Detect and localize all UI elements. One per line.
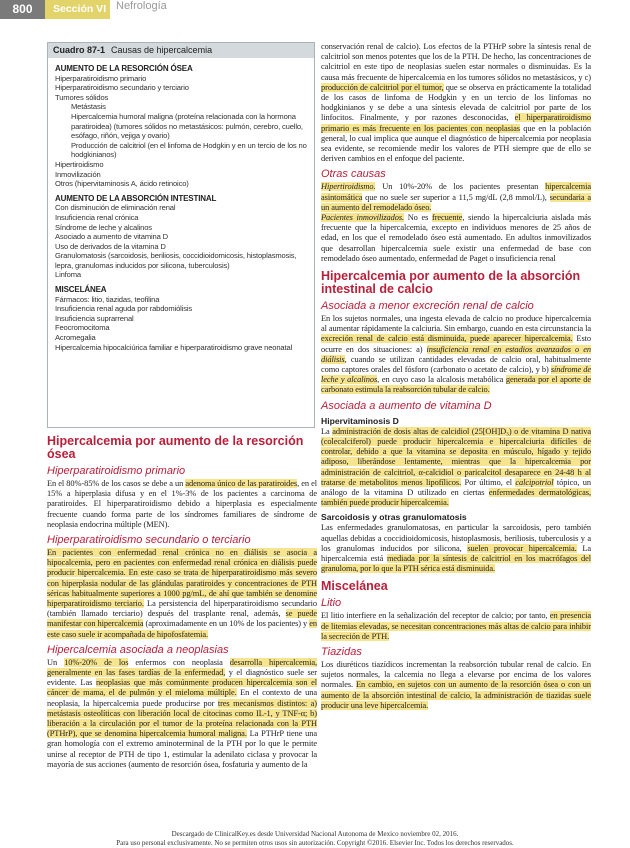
section-label: Sección VI <box>45 0 110 19</box>
subsection-heading: Asociada a menor excreción renal de calcio <box>321 300 534 313</box>
paragraph: La administración de dosis altas de calcidiol (25[OH]D₃) o de vitamina D nativa (colecalciferol) puede producir hipercalcemia e hipercalciuria difíciles de controlar, debido a que la vitamina se deposita en músculo, hígado y tejido adiposo, liberándose lentamente, mientras que la hipercalcemia por administración de calcitriol, α-calcidiol o paricalcitol desaparece en 24-48 h al tratarse de metabolitos menos lipofílicos. Por último, el calcipotriol tópico, un análogo de la vitamina D utilizado en ciertas enfermedades dermatológicas, también puede producir hipercalcemia. <box>321 426 591 508</box>
box-list-item: Hipertiroidismo <box>55 159 104 169</box>
subsection-heading: Otras causas <box>321 168 386 181</box>
section-heading: Miscelánea <box>321 579 388 594</box>
page-number: 800 <box>0 0 45 19</box>
box-list-item: Granulomatosis (sarcoidosis, beriliosis, coccidioidomicosis, histoplasmosis, lepra, granulomas inducidos por silicona, tuberculosis) <box>55 251 297 270</box>
box-list-item: Linfoma <box>55 270 81 280</box>
footer-line: Para uso personal exclusivamente. No se permiten otros usos sin autorización. Copyright ©2016. Elsevier Inc. Todos los derechos reservados. <box>116 838 514 847</box>
box-list-item: Otros (hipervitaminosis A, ácido retinoico) <box>55 179 189 189</box>
subsection-heading: Tiazidas <box>321 645 362 658</box>
chapter-label: Nefrología <box>116 0 167 12</box>
box-list-item: Hiperparatiroidismo primario <box>55 73 147 83</box>
paragraph: conservación renal de calcio). Los efectos de la PTHrP sobre la síntesis renal de calcitriol son menos potentes que los de la PTH. De hecho, las concentraciones de calcitriol en este tipo de neoplasias suelen estar normales o disminuidas. Es la causa más frecuente de hipercalcemia en los tumores sólidos no metastásicos, y c) producción de calcitriol por el tumor, que se observa en prácticamente la totalidad de los casos de linfoma de Hodgkin y en un tercio de los linfomas no hodgkinianos y se debe a una síntesis elevada de calcitriol por parte de los linfocitos. Finalmente, y por razones desconocidas, el hiperparatiroidismo primario es más frecuente en los pacientes con neoplasias que en la población general, lo cual implica que aunque el diagnóstico de hipercalcemia por neoplasia sea evidente, se recomiende medir los valores de PTH siempre que de ello se deriven cambios en el enfoque del paciente. <box>321 42 592 164</box>
minor-heading: Sarcoidosis y otras granulomatosis <box>321 512 467 523</box>
section-heading: Hipercalcemia por aumento de la resorción ósea <box>47 434 304 461</box>
box-list-item: Insuficiencia renal aguda por rabdomiólisis <box>55 304 193 314</box>
box-list-item: Insuficiencia renal crónica <box>55 212 139 222</box>
box-list-item: Hipercalcemia humoral maligna (proteína relacionada con la hormona paratiroidea) (tumores sólidos no metastásicos: pulmón, cerebro, cuello, esófago, riñón, vejiga y ovario) <box>71 111 303 141</box>
paragraph: Pacientes inmovilizados. No es frecuente, siendo la hipercalciuria aislada más frecuente que la hipercalcemia, excepto en individuos menores de 25 años de edad, en los que el remodelado óseo está aumentado. En adultos inmovilizados que desarrollan hipercalcemia suele existir una enfermedad de base con remodelado óseo aumentado, enfermedad de Paget o insuficiencia renal <box>321 213 591 263</box>
box-list-item: Tumores sólidos <box>55 92 109 102</box>
box-caption: Causas de hipercalcemia <box>111 45 213 55</box>
box-title <box>48 43 314 58</box>
box-list-item: Fármacos: litio, tiazidas, teofilina <box>55 294 160 304</box>
subsection-heading: Hiperparatiroidismo primario <box>47 465 186 477</box>
paragraph: Hipertiroidismo. Un 10%-20% de los pacientes presentan hipercalcemia asintomática que no suele ser superior a 11,5 mg/dL (2,8 mmol/L), secundaria a un aumento del remodelado óseo. <box>321 182 591 212</box>
right-column <box>321 42 591 711</box>
subsection-heading: Asociada a aumento de vitamina D <box>321 399 492 412</box>
table-box <box>47 42 315 428</box>
box-list-item: Inmovilización <box>55 169 101 179</box>
paragraph: El litio interfiere en la señalización del receptor de calcio; por tanto, en presencia de litemias elevadas, se necesitan concentraciones más altas de calcio para inhibir la secreción de PTH. <box>321 611 591 641</box>
box-list-item: Acromegalia <box>55 333 96 343</box>
section-heading: Hipercalcemia por aumento de la absorción intestinal de calcio <box>321 269 581 297</box>
box-group-heading: AUMENTO DE LA ABSORCIÓN INTESTINAL <box>55 193 217 203</box>
subsection-heading: Hiperparatiroidismo secundario o terciario <box>47 534 251 547</box>
box-list-item: Asociado a aumento de vitamina D <box>55 232 168 242</box>
box-body <box>48 58 314 352</box>
page-header <box>0 0 630 20</box>
paragraph: Los diuréticos tiazídicos incrementan la reabsorción tubular renal de calcio. En sujetos normales, la calcemia no llega a elevarse por encima de los valores normales. En cambio, en sujetos con un aumento de la resorción ósea o con un aumento de la absorción intestinal de calcio, la administración de tiazidas suele producir una leve hipercalcemia. <box>321 659 592 710</box>
paragraph: En pacientes con enfermedad renal crónica no en diálisis se asocia a hipocalcemia, pero en pacientes con enfermedad renal crónica en diálisis puede producir hipercalcemia. En este caso se trata de hiperparatiroidismo más severo con hiperplasia nodular de las glándulas paratiroides y concentraciones de PTH séricas habitualmente superiores a 1000 pg/mL, de ahí que también se denomine hiperparatiroidismo terciario. La persistencia del hiperparatiroidismo secundario (también llamado terciario) después del trasplante renal, además, se puede manifestar con hipercalcemia (aproximadamente en un 10% de los pacientes) y en este caso suele ir acompañada de hipofosfatemia. <box>47 548 317 639</box>
box-list-item: Hipercalcemia hipocalciúrica familiar e hiperparatiroidismo grave neonatal <box>55 342 293 352</box>
paragraph: En el 80%-85% de los casos se debe a un adenoma único de las paratiroides, en el 15% a hiperplasia difusa y en el 1%-3% de los pacientes a carcinoma de paratiroides. El hiperparatiroidismo debido a hiperplasia es especialmente frecuente cuando forma parte de los síndromes familiares de síndrome de neoplasia endocrina múltiple (MEN). <box>47 479 317 529</box>
minor-heading: Hipervitaminosis D <box>321 415 399 426</box>
box-group-heading: MISCELÁNEA <box>55 285 107 295</box>
footer-line: Descargado de ClinicalKey.es desde Universidad Nacional Autonoma de Mexico noviembre 02, 2016. <box>171 830 459 838</box>
box-number: Cuadro 87-1 <box>53 45 106 55</box>
box-list-item: Con disminución de eliminación renal <box>55 203 176 213</box>
box-list-item: Síndrome de leche y alcalinos <box>55 222 152 232</box>
paragraph: Un 10%-20% de los enfermos con neoplasia desarrolla hipercalcemia, generalmente en las fases tardías de la enfermedad, y el diagnóstico suele ser evidente. Las neoplasias que más comúnmente producen hipercalcemia son el cáncer de mama, el de pulmón y el mieloma múltiple. En el contexto de una neoplasia, la hipercalcemia puede producirse por tres mecanismos distintos: a) metástasis osteolíticas con liberación local de citocinas como IL-1, y TNF-α; b) liberación a la circulación por el tumor de la proteína relacionada con la PTH (PTHrP), que se denomina hipercalcemia humoral maligna. La PTHrP tiene una gran homología con el extremo aminoterminal de la PTH por lo que le permite unirse al receptor de PTH de tipo 1, estimular la adenilato ciclasa y provocar la mayoría de sus acciones (aumento de resorción ósea, fosfaturia y aumento de la <box>47 657 317 769</box>
box-list-item: Metástasis <box>71 102 106 112</box>
box-list-item: Producción de calcitriol (en el linfoma de Hodgkin y en un tercio de los no hodgkinianos) <box>71 140 307 160</box>
box-list-item: Hiperparatiroidismo secundario y terciario <box>55 83 189 93</box>
box-list-item: Uso de derivados de la vitamina D <box>55 241 166 251</box>
subsection-heading: Hipercalcemia asociada a neoplasias <box>47 643 229 656</box>
page-footer <box>0 830 630 847</box>
box-list-item: Feocromocitoma <box>55 323 110 333</box>
subsection-heading: Litio <box>321 597 342 610</box>
left-column <box>47 435 317 770</box>
paragraph: Las enfermedades granulomatosas, en particular la sarcoidosis, pero también aquellas debidas a coccidioidomicosis, histoplasmosis, beriliosis, tuberculosis y a los granulomas inducidos por silicona, suelen provocar hipercalcemia. La hipercalcemia está mediada por la síntesis de calcitriol en los macrófagos del granuloma, por lo que la PTH sérica está disminuida. <box>321 523 591 574</box>
box-list-item: Insuficiencia suprarrenal <box>55 313 134 323</box>
box-group-heading: AUMENTO DE LA RESORCIÓN ÓSEA <box>55 64 193 73</box>
paragraph: En los sujetos normales, una ingesta elevada de calcio no produce hipercalcemia al aumentar rápidamente la calciuria. Sin embargo, cuando en esta circunstancia la excreción renal de calcio está disminuida, puede aparecer hipercalcemia. Esto ocurre en dos situaciones: a) insuficiencia renal en estadios avanzados o en diálisis, cuando se utilizan cantidades elevadas de calcio oral, habitualmente como captores orales del fósforo (carbonato o acetato de calcio), y b) síndrome de leche y alcalinos, en cuyo caso la alcalosis metabólica generada por el aporte de carbonato estimula la reabsorción tubular de calcio. <box>321 314 591 395</box>
